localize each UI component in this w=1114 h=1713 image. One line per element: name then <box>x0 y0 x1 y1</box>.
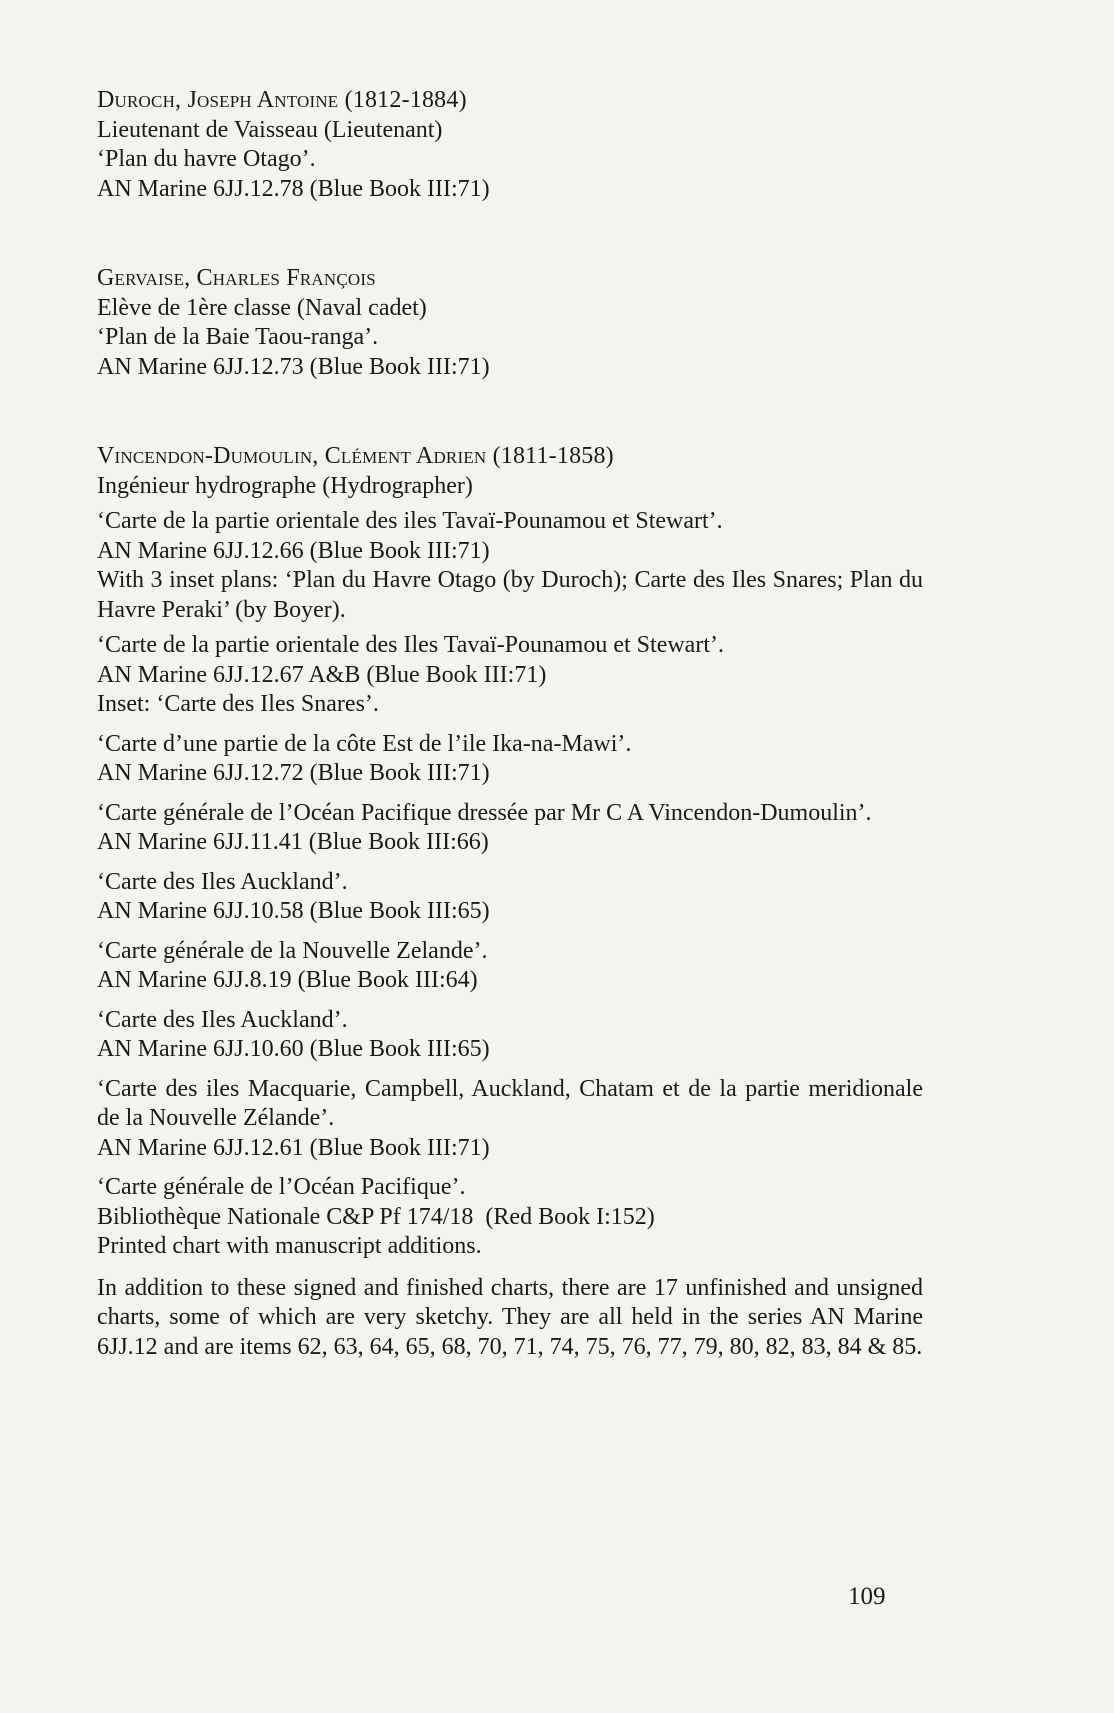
book-reference: (Blue Book III:65) <box>309 898 490 924</box>
chart-item <box>97 1075 923 1164</box>
entry-gervaise <box>97 264 923 382</box>
page-number: 109 <box>848 1583 886 1610</box>
book-reference: (Blue Book III:71) <box>366 661 547 688</box>
chart-title: ‘Carte de la partie orientale des iles Tavaï-Pounamou et Stewart’. <box>97 508 723 534</box>
archive-code: AN Marine 6JJ.10.60 <box>97 1036 304 1062</box>
entry-name: Gervaise, Charles François <box>97 265 376 291</box>
chart-reference <box>97 966 923 996</box>
archive-code: AN Marine 6JJ.10.58 <box>97 898 304 924</box>
chart-title: ‘Carte d’une partie de la côte Est de l’ile Ika-na-Mawi’. <box>97 730 632 757</box>
entry-rank: Lieutenant de Vaisseau (Lieutenant) <box>97 116 443 143</box>
book-reference: (Blue Book III:66) <box>308 829 489 855</box>
book-reference: (Blue Book III:71) <box>309 353 490 380</box>
entry-name: Vincendon-Dumoulin, Clément Adrien (1811-1858) <box>97 443 614 469</box>
chart-note: With 3 inset plans: ‘Plan du Havre Otago (by Duroch); Carte des Iles Snares; Plan du Havre Peraki’ (by Boyer). <box>97 567 923 623</box>
chart-note: Printed chart with manuscript additions. <box>97 1233 482 1259</box>
closing-paragraph: In addition to these signed and finished charts, there are 17 unfinished and unsigned charts, some of which are very sketchy. They are all held in the series AN Marine 6JJ.12 and are items 62, 63, 64, 65, 68, 70, 71, 74, 75, 76, 77, 79, 80, 82, 83, 84 & 85. <box>97 1274 923 1360</box>
chart-item <box>97 1006 923 1065</box>
chart-reference <box>97 759 923 789</box>
entry-name: Duroch, Joseph Antoine (1812-1884) <box>97 87 467 113</box>
chart-title: ‘Carte des Iles Auckland’. <box>97 1006 348 1033</box>
archive-code: AN Marine 6JJ.11.41 <box>97 829 303 855</box>
chart-reference <box>97 1035 923 1065</box>
chart-title: ‘Carte des iles Macquarie, Campbell, Auckland, Chatam et de la partie meridionale de la Nouvelle Zélande’. <box>97 1075 923 1131</box>
chart-reference <box>97 897 923 927</box>
book-reference: (Blue Book III:71) <box>309 175 490 202</box>
chart-item <box>97 631 923 720</box>
chart-item <box>97 730 923 789</box>
book-reference: (Blue Book III:65) <box>309 1036 490 1062</box>
chart-item <box>97 868 923 927</box>
chart-reference <box>97 1203 923 1233</box>
book-reference: (Blue Book III:71) <box>309 1134 490 1161</box>
book-reference: (Blue Book III:71) <box>309 760 490 786</box>
entry-vincendon-dumoulin <box>97 442 923 1262</box>
book-reference: (Red Book I:152) <box>485 1203 655 1230</box>
archive-code: AN Marine 6JJ.8.19 <box>97 967 292 993</box>
chart-item <box>97 937 923 996</box>
archive-code: AN Marine 6JJ.12.78 <box>97 175 304 202</box>
chart-title: ‘Carte des Iles Auckland’. <box>97 868 348 895</box>
chart-reference <box>97 1134 923 1164</box>
chart-title: ‘Carte générale de l’Océan Pacifique dressée par Mr C A Vincendon-Dumoulin’. <box>97 799 872 826</box>
chart-reference <box>97 353 923 383</box>
chart-title: ‘Plan de la Baie Taou-ranga’. <box>97 324 379 350</box>
entry-rank: Ingénieur hydrographe (Hydrographer) <box>97 472 473 499</box>
archive-code: AN Marine 6JJ.12.61 <box>97 1134 304 1161</box>
chart-title: ‘Carte générale de la Nouvelle Zelande’. <box>97 937 488 964</box>
chart-reference <box>97 828 923 858</box>
chart-item <box>97 507 923 625</box>
chart-title: ‘Carte de la partie orientale des Iles Tavaï-Pounamou et Stewart’. <box>97 632 724 658</box>
book-reference: (Blue Book III:64) <box>297 967 478 993</box>
chart-item <box>97 799 923 858</box>
entry-rank: Elève de 1ère classe (Naval cadet) <box>97 294 427 321</box>
chart-note: Inset: ‘Carte des Iles Snares’. <box>97 691 379 717</box>
archive-code: AN Marine 6JJ.12.73 <box>97 353 304 380</box>
page-content <box>97 86 923 1362</box>
archive-code: AN Marine 6JJ.12.66 <box>97 537 304 564</box>
chart-reference <box>97 661 923 691</box>
archive-code: AN Marine 6JJ.12.67 A&B <box>97 661 361 688</box>
chart-reference <box>97 537 923 567</box>
chart-title: ‘Plan du havre Otago’. <box>97 146 316 172</box>
chart-item <box>97 1173 923 1262</box>
chart-reference <box>97 175 923 205</box>
archive-code: AN Marine 6JJ.12.72 <box>97 760 304 786</box>
book-reference: (Blue Book III:71) <box>309 537 490 564</box>
entry-duroch <box>97 86 923 204</box>
chart-title: ‘Carte générale de l’Océan Pacifique’. <box>97 1174 466 1200</box>
archive-code: Bibliothèque Nationale C&P Pf 174/18 <box>97 1203 474 1230</box>
